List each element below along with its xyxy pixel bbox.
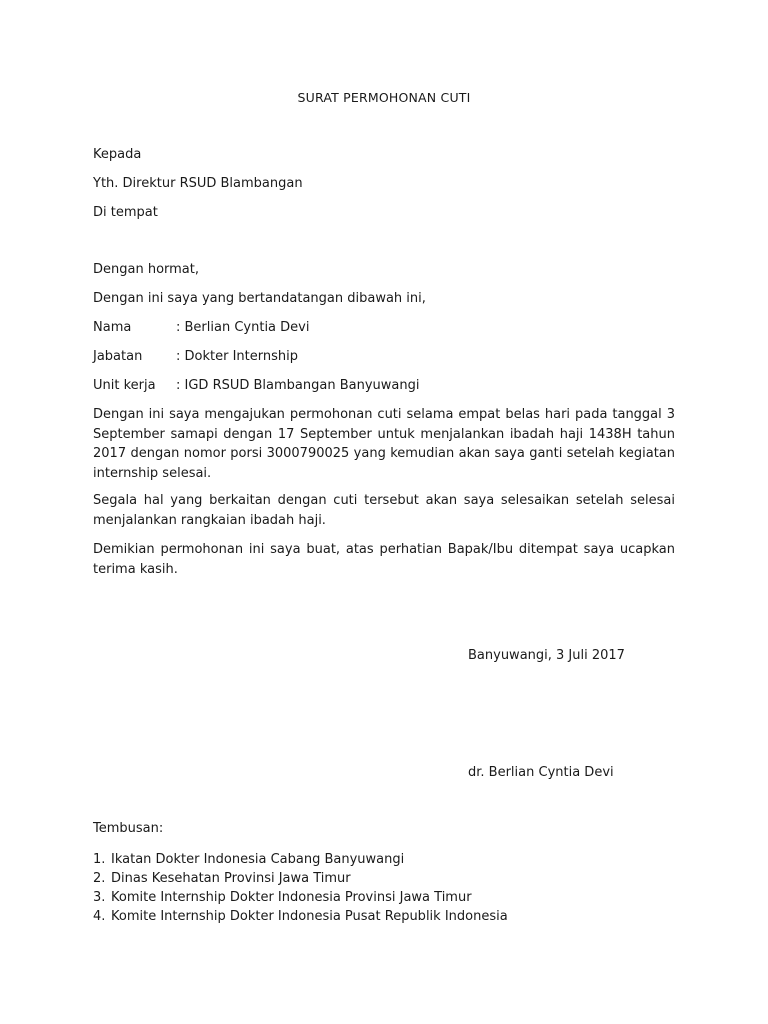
cc-item-number: 1. (93, 852, 106, 867)
letter-title: SURAT PERMOHONAN CUTI (297, 90, 471, 105)
cc-item-text: Komite Internship Dokter Indonesia Pusat Republik Indonesia (111, 909, 508, 924)
cc-item-number: 4. (93, 909, 106, 924)
field-jabatan (93, 349, 298, 364)
field-label: Unit kerja (93, 378, 156, 393)
cc-item-number: 3. (93, 890, 106, 905)
cc-list-item (93, 907, 508, 926)
body-paragraph-closing: Demikian permohonan ini saya buat, atas perhatian Bapak/Ibu ditempat saya ucapkan terima kasih. (93, 542, 675, 577)
recipient-place: Di tempat (93, 205, 158, 220)
cc-list-item (93, 888, 508, 907)
cc-list (93, 850, 508, 926)
cc-item-text: Komite Internship Dokter Indonesia Provinsi Jawa Timur (111, 890, 472, 905)
body-paragraph-matters: Segala hal yang berkaitan dengan cuti tersebut akan saya selesaikan setelah selesai menjalankan rangkaian ibadah haji. (93, 493, 675, 528)
field-value: : Dokter Internship (176, 349, 298, 364)
field-label: Jabatan (93, 349, 143, 364)
place-date: Banyuwangi, 3 Juli 2017 (468, 648, 625, 663)
salutation: Dengan hormat, (93, 262, 200, 277)
cc-list-item (93, 850, 508, 869)
recipient-name: Yth. Direktur RSUD Blambangan (93, 176, 303, 191)
body-paragraph-request: Dengan ini saya mengajukan permohonan cuti selama empat belas hari pada tanggal 3 September samapi dengan 17 September untuk menjalankan ibadah haji 1438H tahun 2017 dengan nomor porsi 3000790025 yang kemudian akan saya ganti setelah kegiatan internship selesai. (93, 407, 675, 481)
field-nama (93, 320, 309, 335)
recipient-to: Kepada (93, 147, 142, 162)
field-value: : Berlian Cyntia Devi (176, 320, 310, 335)
field-value: : IGD RSUD Blambangan Banyuwangi (176, 378, 420, 393)
cc-list-item (93, 869, 508, 888)
field-label: Nama (93, 320, 132, 335)
cc-heading: Tembusan: (93, 821, 164, 836)
signatory-name: dr. Berlian Cyntia Devi (468, 765, 614, 780)
field-unit-kerja (93, 378, 419, 393)
intro-line: Dengan ini saya yang bertandatangan dibawah ini, (93, 291, 426, 306)
cc-item-text: Dinas Kesehatan Provinsi Jawa Timur (111, 871, 351, 886)
cc-item-text: Ikatan Dokter Indonesia Cabang Banyuwangi (111, 852, 405, 867)
cc-item-number: 2. (93, 871, 106, 886)
